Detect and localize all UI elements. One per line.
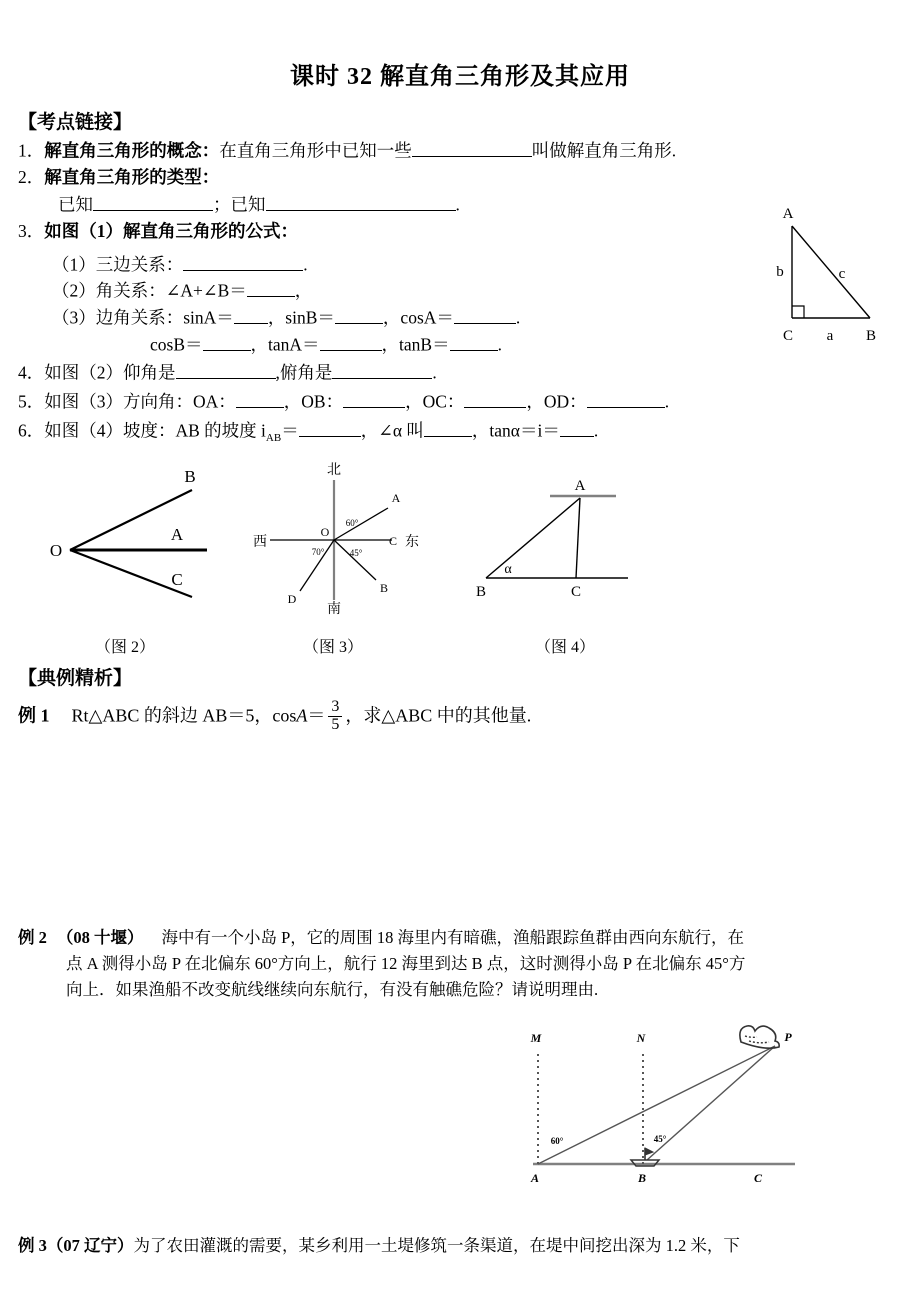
fraction-numerator: 3 <box>328 699 342 717</box>
item-6-text-d: ，tanα＝i＝ <box>471 420 560 441</box>
blank-fill <box>343 389 405 408</box>
item-2b-text-c: . <box>455 194 460 215</box>
figure-1-svg <box>752 198 912 348</box>
example-2-navigation-figure <box>505 1022 905 1202</box>
item-5-number: 5． <box>18 391 45 412</box>
page-title: 课时 32 解直角三角形及其应用 <box>290 64 630 90</box>
blank-fill <box>299 418 361 437</box>
figure-4-svg <box>468 468 648 608</box>
figure-3-label-west: 西 <box>253 535 267 550</box>
list-item-3d <box>150 332 502 355</box>
item-2-term: 解直角三角形的类型： <box>44 167 220 187</box>
blank-fill <box>203 332 251 351</box>
item-5-text-b: ，OB： <box>283 391 344 412</box>
example-2-line-1 <box>18 925 908 951</box>
example-2-label-C: C <box>753 1171 763 1185</box>
item-3d-text-3: ，tanB＝ <box>381 334 450 355</box>
item-3-term: 如图（1）解直角三角形的公式： <box>44 221 298 241</box>
example-3-source: （07 辽宁） <box>46 1236 134 1255</box>
figure-3-label-A: A <box>391 491 401 505</box>
list-item-3b <box>52 278 312 301</box>
figure-1-label-C: C <box>782 328 794 344</box>
blank-fill <box>93 192 213 211</box>
item-5-text-e: . <box>664 391 670 412</box>
example-2-label-M: M <box>530 1031 542 1045</box>
example-1-var-A: A <box>296 705 308 726</box>
figure-3-angle-60: 60° <box>345 518 359 528</box>
blank-fill <box>412 138 532 157</box>
figure-3-svg <box>252 458 442 616</box>
figure-3-label-D: D <box>287 592 297 606</box>
figure-2-svg <box>42 460 242 615</box>
item-4-text-a: 如图（2）仰角是 <box>44 362 176 383</box>
blank-fill <box>247 278 295 297</box>
item-5-text-d: ，OD： <box>526 391 587 412</box>
figure-3-label-O: O <box>320 525 330 539</box>
item-5-text-a: 如图（3）方向角：OA： <box>44 391 236 412</box>
figure-captions <box>0 634 920 658</box>
figure-1-label-a: a <box>826 328 834 344</box>
example-1-text-1: Rt△ABC 的斜边 AB＝5，cos <box>71 705 297 726</box>
figure-3-label-south: 南 <box>327 602 341 616</box>
example-1-equals: ＝ <box>307 705 326 726</box>
figure-3-angle-45: 45° <box>349 548 363 558</box>
figure-1-label-A: A <box>782 206 794 222</box>
item-6-text-a: 如图（4）坡度：AB 的坡度 i <box>44 420 266 441</box>
example-2-tag: 例 2 <box>18 928 47 947</box>
list-item-3a <box>52 252 308 275</box>
example-2-label-N: N <box>636 1031 646 1045</box>
item-1-text-b: 叫做解直角三角形. <box>531 140 677 161</box>
example-2-line-3 <box>18 977 908 1003</box>
item-5-text-c: ，OC： <box>405 391 465 412</box>
item-1-number: 1． <box>18 140 45 161</box>
item-6-text-e: . <box>593 420 599 441</box>
example-2-angle-45: 45° <box>653 1134 667 1144</box>
item-6-text-b: ＝ <box>281 420 299 441</box>
example-2-text-3: 向上．如果渔船不改变航线继续向东航行，有没有触礁危险？请说明理由. <box>66 980 599 999</box>
figure-1-right-triangle <box>752 198 912 348</box>
figure-2-label-C: C <box>171 570 183 589</box>
example-2-text-2: 点 A 测得小岛 P 在北偏东 60°方向上，航行 12 海里到达 B 点，这时测得小岛 P 在北偏东 45°方 <box>66 954 746 973</box>
blank-fill <box>236 389 284 408</box>
list-item-3c <box>52 305 520 328</box>
item-3a-end: . <box>303 254 308 275</box>
example-2-label-A: A <box>530 1171 540 1185</box>
item-4-number: 4． <box>18 362 45 383</box>
section-heading-dianli: 【典例精析】 <box>18 668 133 689</box>
section-heading-kaodian: 【考点链接】 <box>18 112 133 133</box>
item-1-text-a: 在直角三角形中已知一些 <box>219 140 412 161</box>
blank-fill <box>332 360 432 379</box>
blank-fill <box>335 305 383 324</box>
list-item-2 <box>18 168 219 187</box>
list-item-1 <box>18 138 676 161</box>
list-item-4 <box>18 360 437 383</box>
example-2-figure-svg <box>505 1022 905 1202</box>
figure-2-label-O: O <box>49 541 63 560</box>
example-1-fraction <box>328 699 342 734</box>
example-2-text-1: 海中有一个小岛 P，它的周围 18 海里内有暗礁，渔船跟踪鱼群由西向东航行，在 <box>161 928 745 947</box>
figure-3-label-B: B <box>379 581 389 595</box>
list-item-2-blanks <box>58 192 460 215</box>
item-3b-text: （2）角关系：∠A+∠B＝ <box>52 280 247 301</box>
blank-fill <box>320 332 382 351</box>
blank-fill <box>587 389 665 408</box>
example-3 <box>18 1232 740 1256</box>
figure-1-label-c: c <box>838 266 846 282</box>
item-6-text-c: ，∠α 叫 <box>360 420 424 441</box>
item-2-number: 2． <box>18 167 45 187</box>
item-6-subscript: AB <box>265 432 282 444</box>
item-2b-text-b: ；已知 <box>213 194 266 215</box>
fraction-denominator: 5 <box>331 715 340 733</box>
figure-4-label-A: A <box>574 478 586 494</box>
figure-3-bearing-compass <box>252 458 442 621</box>
figure-3-label-east: 东 <box>405 535 419 550</box>
item-3d-text-4: . <box>497 334 502 355</box>
caption-figure-3: （图 3） <box>302 639 363 656</box>
blank-fill <box>176 360 276 379</box>
item-6-number: 6． <box>18 420 45 441</box>
island-icon <box>740 1026 779 1048</box>
example-2-source: （08 十堰） <box>56 928 144 947</box>
example-3-tag: 例 3 <box>18 1236 47 1255</box>
item-1-term: 解直角三角形的概念： <box>44 140 220 161</box>
blank-fill <box>266 192 456 211</box>
blank-fill <box>560 418 594 437</box>
blank-fill <box>454 305 516 324</box>
figure-1-label-B: B <box>865 328 877 344</box>
figure-4-angle-alpha: α <box>504 562 512 577</box>
figure-4-label-C: C <box>570 584 582 600</box>
item-3c-text-1: （3）边角关系：sinA＝ <box>52 307 234 328</box>
blank-fill <box>234 305 268 324</box>
figure-1-label-b: b <box>776 264 784 280</box>
blank-fill <box>450 332 498 351</box>
figure-2-elevation-depression <box>42 460 242 620</box>
item-3c-text-2: ，sinB＝ <box>267 307 335 328</box>
item-4-text-c: . <box>432 362 437 383</box>
item-2b-text-a: 已知 <box>58 194 93 215</box>
item-3d-text-1: cosB＝ <box>150 334 203 355</box>
blank-fill <box>183 252 303 271</box>
example-2-label-B: B <box>637 1171 647 1185</box>
example-3-text: 为了农田灌溉的需要，某乡利用一土堤修筑一条渠道，在堤中间挖出深为 1.2 米，下 <box>133 1236 740 1255</box>
blank-fill <box>464 389 526 408</box>
caption-figure-4: （图 4） <box>534 639 595 656</box>
figure-2-label-A: A <box>170 525 184 544</box>
item-3a-text: （1）三边关系： <box>52 254 184 275</box>
blank-fill <box>424 418 472 437</box>
list-item-3 <box>18 222 298 241</box>
item-3b-end: ， <box>294 280 313 301</box>
example-2 <box>18 925 908 1003</box>
item-4-text-b: ,俯角是 <box>275 362 333 383</box>
figure-3-label-north: 北 <box>327 463 341 478</box>
figure-row <box>0 458 920 618</box>
item-3c-text-3: ，cosA＝ <box>382 307 454 328</box>
figure-4-slope-triangle <box>468 468 648 613</box>
example-2-angle-60: 60° <box>550 1136 564 1146</box>
item-3-number: 3． <box>18 221 45 241</box>
figure-4-label-B: B <box>475 584 487 600</box>
list-item-6 <box>18 418 598 444</box>
figure-3-label-C: C <box>388 534 398 548</box>
item-3d-text-2: ，tanA＝ <box>250 334 320 355</box>
list-item-5 <box>18 389 669 412</box>
item-3c-text-4: . <box>515 307 521 328</box>
example-1-text-2: ，求△ABC 中的其他量. <box>345 705 532 726</box>
example-1 <box>18 700 531 735</box>
example-1-tag: 例 1 <box>18 705 50 726</box>
caption-figure-2: （图 2） <box>94 639 155 656</box>
figure-3-angle-70: 70° <box>311 547 325 557</box>
example-2-label-P: P <box>784 1030 792 1044</box>
figure-2-label-B: B <box>184 467 196 486</box>
example-2-line-2 <box>18 951 908 977</box>
